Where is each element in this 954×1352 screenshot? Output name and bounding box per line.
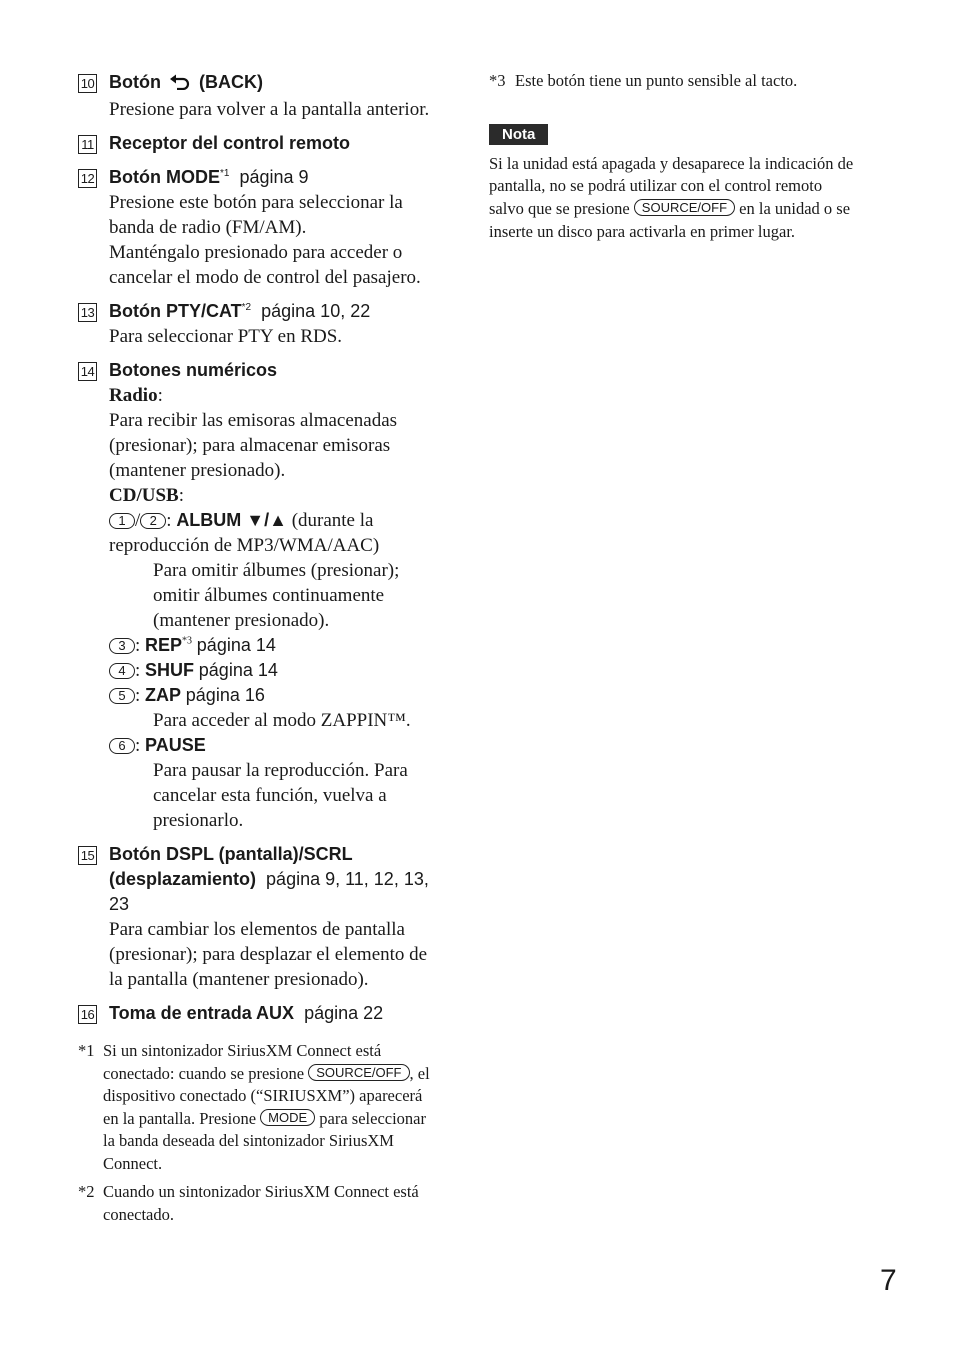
left-column [78, 70, 438, 1232]
item-15 [78, 842, 438, 992]
zap-description: Para acceder al modo ZAPPIN™. [153, 710, 411, 731]
item-heading: Botón DSPL (pantalla)/SCRL (desplazamiento) [109, 844, 353, 889]
page-reference: página 22 [304, 1003, 384, 1023]
page-reference: página 10, 22 [261, 301, 371, 321]
footnote-ref: *2 [241, 302, 252, 313]
footnote-mark: *2 [78, 1182, 95, 1201]
item-11 [78, 131, 438, 156]
item-description: Presione para volver a la pantalla anterior. [109, 99, 430, 120]
radio-label: Radio [109, 385, 158, 406]
source-off-key: SOURCE/OFF [634, 199, 735, 216]
footnote-mark: *3 [489, 71, 506, 90]
footnote-mark: *1 [78, 1041, 95, 1060]
item-number: 15 [78, 846, 97, 865]
number-key-4: 4 [109, 663, 135, 679]
item-heading: Botón MODE [109, 167, 220, 187]
mode-key: MODE [260, 1109, 315, 1126]
zap-label: ZAP [145, 685, 182, 705]
footnote-3: *3 Este botón tiene un punto sensible al tacto. [489, 70, 859, 93]
number-key-2: 2 [140, 513, 166, 529]
page-reference: página 16 [185, 685, 265, 705]
item-description: Manténgalo presionado para acceder o cancelar el modo de control del pasajero. [109, 242, 421, 288]
item-heading: Botón PTY/CAT [109, 301, 242, 321]
number-key-6: 6 [109, 738, 135, 754]
item-heading: Receptor del control remoto [109, 133, 351, 153]
item-number: 14 [78, 362, 97, 381]
item-number: 13 [78, 303, 97, 322]
page-reference: página 9, 11, 12, 13, 23 [109, 869, 429, 914]
number-key-5: 5 [109, 688, 135, 704]
page-reference: página 14 [196, 635, 276, 655]
item-heading: Botón [109, 72, 161, 92]
footnote-2: *2 Cuando un sintonizador SiriusXM Connect está conectado. [78, 1182, 419, 1224]
item-number: 11 [78, 135, 97, 154]
radio-description: Para recibir las emisoras almacenadas (presionar); para almacenar emisoras (mantener presionado). [109, 410, 398, 481]
item-heading: Botones numéricos [109, 360, 278, 380]
item-14: 14 Botones numéricos Radio: Para recibir las emisoras almacenadas (presionar); para almacenar emisoras (mantener presionado). CD/USB: 1 / 2 : ALBUM ▼/▲ (durante la reproducción de MP3/WMA/AAC) Para omitir álbumes (presionar); omitir álbumes continuamente (mantener presionado). 3 : REP$^{*3}$ página 14 4 : SHUF página 14 5 : ZAP página 16 Para acceder al modo ZAPPIN™. 6 : PAUSE Para pausar la reproducción. Para cancelar esta función, vuelva a presionarlo. [78, 358, 438, 833]
album-description: Para omitir álbumes (presionar); omitir álbumes continuamente (mantener presionado). [153, 560, 400, 631]
number-key-3: 3 [109, 638, 135, 654]
item-12 [78, 165, 438, 290]
back-arrow-icon [169, 72, 191, 97]
note-label: Nota [489, 124, 548, 145]
item-heading: Toma de entrada AUX [109, 1003, 295, 1023]
item-13 [78, 299, 438, 349]
item-number: 16 [78, 1005, 97, 1024]
item-heading-suffix: (BACK) [199, 72, 263, 92]
item-description: Para seleccionar PTY en RDS. [109, 326, 343, 347]
note-body: Si la unidad está apagada y desaparece la indicación de pantalla, no se podrá utilizar con el control remoto salvo que se presione SOURCE/OFF en la unidad o se inserte un disco para activarla en primer lugar. [489, 153, 854, 241]
source-off-key: SOURCE/OFF [308, 1064, 409, 1081]
page-reference: página 14 [198, 660, 278, 680]
pause-description: Para pausar la reproducción. Para cancelar esta función, vuelva a presionarlo. [153, 760, 408, 831]
item-number: 10 [78, 74, 97, 93]
item-number: 12 [78, 169, 97, 188]
album-label: ALBUM ▼/▲ [176, 510, 287, 530]
item-16 [78, 1001, 438, 1026]
page-number: 7 [880, 1264, 897, 1297]
shuf-label: SHUF [145, 660, 195, 680]
rep-label: REP [145, 635, 183, 655]
item-description: Presione este botón para seleccionar la banda de radio (FM/AM). [109, 192, 403, 238]
pause-label: PAUSE [145, 735, 206, 755]
footnote-1: *1 Si un sintonizador SiriusXM Connect está conectado: cuando se presione SOURCE/OFF , el dispositivo conectado (“SIRIUSXM”) aparecerá en la pantalla. Presione MODE para seleccionar la banda deseada del sintonizador SiriusXM Connect. [78, 1041, 430, 1173]
page-reference: página 9 [239, 167, 309, 187]
footnote-ref: *3 [182, 635, 193, 647]
cd-usb-label: CD/USB [109, 485, 179, 506]
album-context: (durante la reproducción de MP3/WMA/AAC) [109, 510, 380, 556]
footnote-ref: *1 [219, 168, 230, 179]
item-10 [78, 70, 438, 122]
item-description: Para cambiar los elementos de pantalla (presionar); para desplazar el elemento de la pantalla (mantener presionado). [109, 919, 428, 990]
number-key-1: 1 [109, 513, 135, 529]
right-column [489, 70, 859, 244]
